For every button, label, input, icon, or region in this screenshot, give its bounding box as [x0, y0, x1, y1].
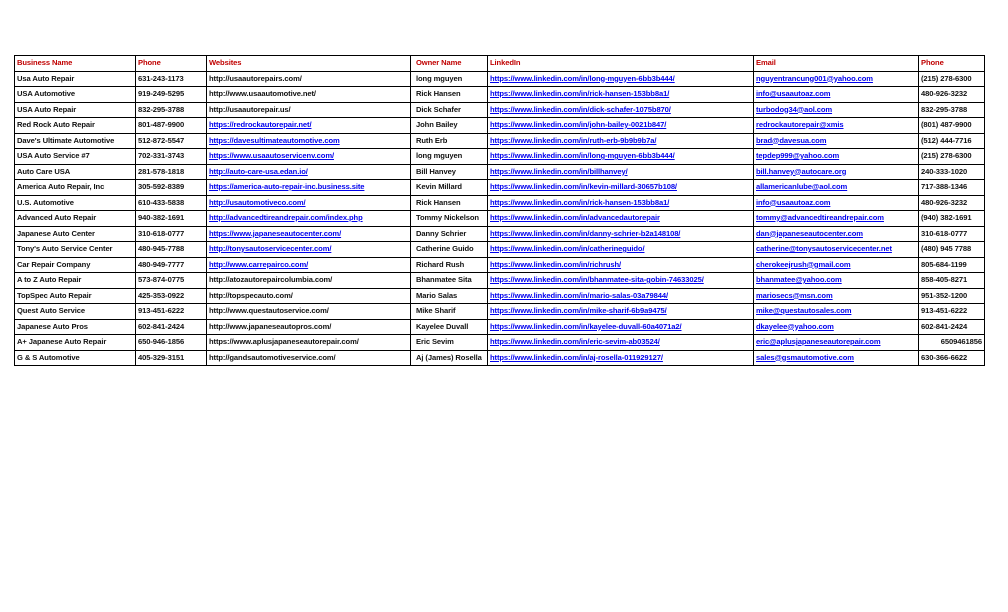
- business-name-cell[interactable]: Quest Auto Service: [15, 304, 136, 320]
- owner-name-cell[interactable]: Catherine Guido: [411, 242, 488, 258]
- linkedin-cell[interactable]: [488, 71, 754, 87]
- linkedin-cell[interactable]: [488, 133, 754, 149]
- owner-name-cell[interactable]: John Bailey: [411, 118, 488, 134]
- header-owner-name[interactable]: Owner Name: [411, 56, 488, 72]
- owner-name-cell[interactable]: Mike Sharif: [411, 304, 488, 320]
- owner-name-cell[interactable]: Rick Hansen: [411, 195, 488, 211]
- linkedin-cell-link[interactable]: https://www.linkedin.com/in/bhanmatee-sita-gobin-74633025/: [490, 275, 704, 284]
- phone-cell[interactable]: 832-295-3788: [136, 102, 207, 118]
- business-name-cell[interactable]: Red Rock Auto Repair: [15, 118, 136, 134]
- header-phone[interactable]: Phone: [136, 56, 207, 72]
- email-cell[interactable]: [754, 257, 919, 273]
- linkedin-cell-link[interactable]: https://www.linkedin.com/in/john-bailey-0021b847/: [490, 120, 667, 129]
- email-cell-link[interactable]: catherine@tonysautoservicecenter.net: [756, 244, 892, 253]
- email-cell-link[interactable]: dan@japaneseautocenter.com: [756, 228, 863, 238]
- website-cell[interactable]: [207, 149, 411, 165]
- email-cell-link[interactable]: brad@davesua.com: [756, 135, 827, 145]
- email-cell[interactable]: [754, 242, 919, 258]
- linkedin-cell[interactable]: [488, 335, 754, 351]
- email-cell[interactable]: [754, 335, 919, 351]
- header-phone-2[interactable]: Phone: [919, 56, 985, 72]
- owner-name-cell[interactable]: Aj (James) Rosella: [411, 350, 488, 366]
- table-row: [15, 304, 985, 320]
- website-cell[interactable]: http://atozautorepaircolumbia.com/: [207, 273, 411, 289]
- spreadsheet: [14, 55, 985, 366]
- business-name-cell[interactable]: Tony's Auto Service Center: [15, 242, 136, 258]
- table-row: [15, 87, 985, 103]
- email-cell[interactable]: [754, 288, 919, 304]
- email-cell[interactable]: [754, 211, 919, 227]
- table-row: [15, 180, 985, 196]
- owner-name-cell[interactable]: Ruth Erb: [411, 133, 488, 149]
- owner-name-cell[interactable]: Bhanmatee Sita: [411, 273, 488, 289]
- table-row: [15, 164, 985, 180]
- owner-name-cell[interactable]: Bill Hanvey: [411, 164, 488, 180]
- business-name-cell[interactable]: Usa Auto Repair: [15, 71, 136, 87]
- table-row: [15, 71, 985, 87]
- linkedin-cell-link[interactable]: https://www.linkedin.com/in/kevin-millard-30657b108/: [490, 182, 677, 191]
- table-row: [15, 242, 985, 258]
- email-cell[interactable]: [754, 87, 919, 103]
- phone-cell[interactable]: 610-433-5838: [136, 195, 207, 211]
- linkedin-cell[interactable]: [488, 242, 754, 258]
- linkedin-cell[interactable]: [488, 288, 754, 304]
- owner-name-cell[interactable]: Kayelee Duvall: [411, 319, 488, 335]
- email-cell-link[interactable]: mariosecs@msn.com: [756, 290, 833, 300]
- business-name-cell[interactable]: America Auto Repair, Inc: [15, 180, 136, 196]
- phone-2-cell[interactable]: 832-295-3788: [919, 102, 985, 118]
- email-cell-link[interactable]: cherokeejrush@gmail.com: [756, 259, 851, 269]
- email-cell[interactable]: [754, 118, 919, 134]
- owner-name-cell[interactable]: Mario Salas: [411, 288, 488, 304]
- phone-cell[interactable]: 281-578-1818: [136, 164, 207, 180]
- linkedin-cell[interactable]: [488, 211, 754, 227]
- phone-cell[interactable]: 512-872-5547: [136, 133, 207, 149]
- phone-2-cell[interactable]: 858-405-8271: [919, 273, 985, 289]
- business-name-cell[interactable]: Japanese Auto Center: [15, 226, 136, 242]
- website-cell[interactable]: [207, 164, 411, 180]
- phone-cell[interactable]: 480-949-7777: [136, 257, 207, 273]
- linkedin-cell-link[interactable]: https://www.linkedin.com/in/richrush/: [490, 259, 622, 269]
- table-row: [15, 149, 985, 165]
- website-cell-link[interactable]: https://america-auto-repair-inc.business.site: [209, 182, 365, 191]
- table-row: [15, 273, 985, 289]
- business-name-cell[interactable]: U.S. Automotive: [15, 195, 136, 211]
- email-cell-link[interactable]: dkayelee@yahoo.com: [756, 321, 834, 331]
- website-cell-link[interactable]: https://www.japaneseautocenter.com/: [209, 228, 342, 238]
- linkedin-cell-link[interactable]: https://www.linkedin.com/in/danny-schrier-b2a148108/: [490, 228, 681, 238]
- linkedin-cell[interactable]: [488, 180, 754, 196]
- email-cell-link[interactable]: turbodog34@aol.com: [756, 104, 833, 114]
- owner-name-cell[interactable]: Eric Sevim: [411, 335, 488, 351]
- linkedin-cell[interactable]: [488, 273, 754, 289]
- phone-cell[interactable]: 405-329-3151: [136, 350, 207, 366]
- linkedin-cell[interactable]: [488, 195, 754, 211]
- phone-2-cell[interactable]: (512) 444-7716: [919, 133, 985, 149]
- linkedin-cell[interactable]: [488, 87, 754, 103]
- owner-name-cell[interactable]: Tommy Nickelson: [411, 211, 488, 227]
- business-name-cell[interactable]: TopSpec Auto Repair: [15, 288, 136, 304]
- phone-cell[interactable]: 913-451-6222: [136, 304, 207, 320]
- business-name-cell[interactable]: Auto Care USA: [15, 164, 136, 180]
- table-row: [15, 350, 985, 366]
- phone-2-cell[interactable]: 480-926-3232: [919, 195, 985, 211]
- email-cell-link[interactable]: mike@questautosales.com: [756, 306, 852, 315]
- website-cell[interactable]: [207, 133, 411, 149]
- linkedin-cell[interactable]: [488, 304, 754, 320]
- business-contacts-table: [14, 55, 985, 366]
- phone-2-cell[interactable]: 913-451-6222: [919, 304, 985, 320]
- phone-cell[interactable]: 919-249-5295: [136, 87, 207, 103]
- phone-2-cell[interactable]: (215) 278-6300: [919, 71, 985, 87]
- header-business-name[interactable]: Business Name: [15, 56, 136, 72]
- email-cell-link[interactable]: redrockautorepair@xmis: [756, 120, 844, 129]
- owner-name-cell[interactable]: long mguyen: [411, 149, 488, 165]
- business-name-cell[interactable]: USA Auto Service #7: [15, 149, 136, 165]
- phone-cell[interactable]: 801-487-9900: [136, 118, 207, 134]
- table-row: [15, 102, 985, 118]
- website-cell-link[interactable]: https://davesultimateautomotive.com: [209, 135, 340, 145]
- website-cell[interactable]: http://www.japaneseautopros.com/: [207, 319, 411, 335]
- linkedin-cell[interactable]: [488, 226, 754, 242]
- owner-name-cell[interactable]: Rick Hansen: [411, 87, 488, 103]
- website-cell[interactable]: http://usaautorepairs.com/: [207, 71, 411, 87]
- website-cell[interactable]: [207, 242, 411, 258]
- linkedin-cell-link[interactable]: https://www.linkedin.com/in/mike-sharif-6b9a9475/: [490, 306, 667, 315]
- email-cell[interactable]: [754, 149, 919, 165]
- email-cell-link[interactable]: nguyentrancung001@yahoo.com: [756, 73, 873, 83]
- linkedin-cell[interactable]: [488, 102, 754, 118]
- website-cell-link[interactable]: http://usautomotiveco.com/: [209, 197, 306, 207]
- phone-cell[interactable]: 702-331-3743: [136, 149, 207, 165]
- email-cell[interactable]: [754, 226, 919, 242]
- website-cell[interactable]: http://gandsautomotiveservice.com/: [207, 350, 411, 366]
- website-cell[interactable]: http://www.usaautomotive.net/: [207, 87, 411, 103]
- header-websites[interactable]: Websites: [207, 56, 411, 72]
- website-cell-link[interactable]: https://redrockautorepair.net/: [209, 120, 312, 129]
- email-cell-link[interactable]: bhanmatee@yahoo.com: [756, 275, 842, 284]
- phone-2-cell[interactable]: 240-333-1020: [919, 164, 985, 180]
- phone-2-cell[interactable]: (940) 382-1691: [919, 211, 985, 227]
- phone-2-cell[interactable]: (480) 945 7788: [919, 242, 985, 258]
- linkedin-cell-link[interactable]: https://www.linkedin.com/in/long-mguyen-6bb3b444/: [490, 151, 675, 160]
- website-cell[interactable]: [207, 195, 411, 211]
- phone-cell[interactable]: 310-618-0777: [136, 226, 207, 242]
- linkedin-cell[interactable]: [488, 164, 754, 180]
- linkedin-cell-link[interactable]: https://www.linkedin.com/in/long-mguyen-6bb3b444/: [490, 73, 675, 83]
- email-cell[interactable]: [754, 273, 919, 289]
- website-cell[interactable]: [207, 226, 411, 242]
- website-cell-link[interactable]: http://auto-care-usa.edan.io/: [209, 166, 308, 176]
- phone-cell[interactable]: 425-353-0922: [136, 288, 207, 304]
- email-cell-link[interactable]: info@usaautoaz.com: [756, 197, 831, 207]
- website-cell[interactable]: http://usaautorepair.us/: [207, 102, 411, 118]
- owner-name-cell[interactable]: Danny Schrier: [411, 226, 488, 242]
- email-cell[interactable]: [754, 350, 919, 366]
- website-cell[interactable]: http://www.questautoservice.com/: [207, 304, 411, 320]
- owner-name-cell[interactable]: long mguyen: [411, 71, 488, 87]
- email-cell[interactable]: [754, 319, 919, 335]
- email-cell[interactable]: [754, 71, 919, 87]
- table-row: [15, 288, 985, 304]
- linkedin-cell-link[interactable]: https://www.linkedin.com/in/mario-salas-03a79844/: [490, 290, 668, 300]
- header-linkedin[interactable]: LinkedIn: [488, 56, 754, 72]
- website-cell[interactable]: [207, 118, 411, 134]
- phone-cell[interactable]: 650-946-1856: [136, 335, 207, 351]
- business-name-cell[interactable]: Car Repair Company: [15, 257, 136, 273]
- table-row: [15, 335, 985, 351]
- phone-2-cell[interactable]: (801) 487-9900: [919, 118, 985, 134]
- linkedin-cell[interactable]: [488, 319, 754, 335]
- linkedin-cell-link[interactable]: https://www.linkedin.com/in/ruth-erb-9b9b9b7a/: [490, 135, 657, 145]
- table-row: [15, 257, 985, 273]
- business-name-cell[interactable]: Dave's Ultimate Automotive: [15, 133, 136, 149]
- email-cell[interactable]: [754, 164, 919, 180]
- linkedin-cell[interactable]: [488, 257, 754, 273]
- phone-2-cell[interactable]: 951-352-1200: [919, 288, 985, 304]
- email-cell-link[interactable]: sales@gsmautomotive.com: [756, 352, 854, 362]
- email-cell-link[interactable]: info@usaautoaz.com: [756, 89, 831, 98]
- email-cell-link[interactable]: tommy@advancedtireandrepair.com: [756, 213, 884, 222]
- email-cell[interactable]: [754, 133, 919, 149]
- email-cell-link[interactable]: bill.hanvey@autocare.org: [756, 166, 847, 176]
- website-cell[interactable]: https://www.aplusjapaneseautorepair.com/: [207, 335, 411, 351]
- linkedin-cell-link[interactable]: https://www.linkedin.com/in/eric-sevim-ab03524/: [490, 337, 660, 346]
- phone-cell[interactable]: 480-945-7788: [136, 242, 207, 258]
- email-cell-link[interactable]: allamericanlube@aol.com: [756, 182, 848, 191]
- business-name-cell[interactable]: USA Automotive: [15, 87, 136, 103]
- email-cell[interactable]: [754, 304, 919, 320]
- owner-name-cell[interactable]: Richard Rush: [411, 257, 488, 273]
- email-cell-link[interactable]: tepdep999@yahoo.com: [756, 151, 840, 160]
- website-cell[interactable]: [207, 257, 411, 273]
- website-cell[interactable]: [207, 180, 411, 196]
- email-cell[interactable]: [754, 195, 919, 211]
- linkedin-cell-link[interactable]: https://www.linkedin.com/in/aj-rosella-011929127/: [490, 352, 663, 362]
- linkedin-cell-link[interactable]: https://www.linkedin.com/in/kayelee-duvall-60a4071a2/: [490, 321, 682, 331]
- phone-cell[interactable]: 602-841-2424: [136, 319, 207, 335]
- table-row: [15, 133, 985, 149]
- linkedin-cell-link[interactable]: https://www.linkedin.com/in/dick-schafer-1075b870/: [490, 104, 671, 114]
- table-row: [15, 195, 985, 211]
- phone-2-cell[interactable]: 602-841-2424: [919, 319, 985, 335]
- phone-2-cell[interactable]: 630-366-6622: [919, 350, 985, 366]
- website-cell-link[interactable]: http://www.carrepairco.com/: [209, 259, 309, 269]
- website-cell-link[interactable]: http://tonysautoservicecenter.com/: [209, 244, 332, 253]
- header-email[interactable]: Email: [754, 56, 919, 72]
- business-name-cell[interactable]: Japanese Auto Pros: [15, 319, 136, 335]
- header-row: [15, 56, 985, 72]
- linkedin-cell[interactable]: [488, 350, 754, 366]
- linkedin-cell-link[interactable]: https://www.linkedin.com/in/advancedautorepair: [490, 213, 660, 222]
- table-row: [15, 211, 985, 227]
- phone-2-cell[interactable]: 6509461856: [919, 335, 985, 351]
- email-cell[interactable]: [754, 180, 919, 196]
- phone-2-cell[interactable]: 310-618-0777: [919, 226, 985, 242]
- email-cell-link[interactable]: eric@aplusjapaneseautorepair.com: [756, 337, 881, 346]
- phone-2-cell[interactable]: 480-926-3232: [919, 87, 985, 103]
- phone-2-cell[interactable]: (215) 278-6300: [919, 149, 985, 165]
- table-row: [15, 319, 985, 335]
- website-cell-link[interactable]: https://www.usaautoservicenv.com/: [209, 151, 334, 160]
- business-name-cell[interactable]: USA Auto Repair: [15, 102, 136, 118]
- linkedin-cell[interactable]: [488, 149, 754, 165]
- linkedin-cell-link[interactable]: https://www.linkedin.com/in/catherineguido/: [490, 244, 645, 253]
- website-cell[interactable]: [207, 211, 411, 227]
- phone-cell[interactable]: 573-874-0775: [136, 273, 207, 289]
- linkedin-cell-link[interactable]: https://www.linkedin.com/in/rick-hansen-153bb8a1/: [490, 197, 670, 207]
- phone-cell[interactable]: 305-592-8389: [136, 180, 207, 196]
- business-name-cell[interactable]: A to Z Auto Repair: [15, 273, 136, 289]
- linkedin-cell-link[interactable]: https://www.linkedin.com/in/rick-hansen-153bb8a1/: [490, 89, 670, 98]
- owner-name-cell[interactable]: Dick Schafer: [411, 102, 488, 118]
- linkedin-cell-link[interactable]: https://www.linkedin.com/in/billhanvey/: [490, 166, 628, 176]
- website-cell-link[interactable]: http://advancedtireandrepair.com/index.php: [209, 213, 363, 222]
- business-name-cell[interactable]: Advanced Auto Repair: [15, 211, 136, 227]
- linkedin-cell[interactable]: [488, 118, 754, 134]
- website-cell[interactable]: http://topspecauto.com/: [207, 288, 411, 304]
- business-name-cell[interactable]: G & S Automotive: [15, 350, 136, 366]
- phone-cell[interactable]: 631-243-1173: [136, 71, 207, 87]
- table-row: [15, 226, 985, 242]
- owner-name-cell[interactable]: Kevin Millard: [411, 180, 488, 196]
- phone-2-cell[interactable]: 717-388-1346: [919, 180, 985, 196]
- phone-2-cell[interactable]: 805-684-1199: [919, 257, 985, 273]
- table-row: [15, 118, 985, 134]
- business-name-cell[interactable]: A+ Japanese Auto Repair: [15, 335, 136, 351]
- email-cell[interactable]: [754, 102, 919, 118]
- phone-cell[interactable]: 940-382-1691: [136, 211, 207, 227]
